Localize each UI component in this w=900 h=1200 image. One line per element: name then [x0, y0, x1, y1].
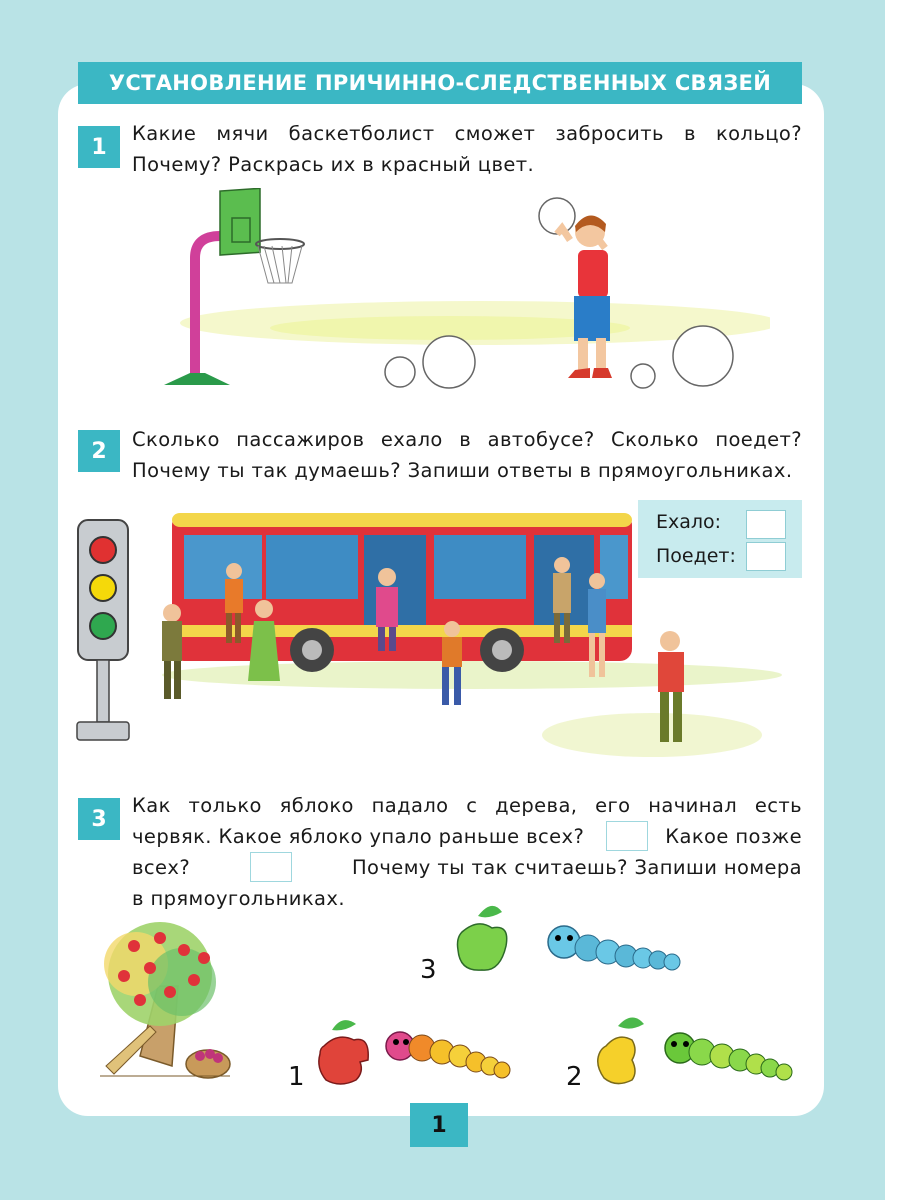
task-3-line-4: в прямоугольниках.: [132, 887, 345, 910]
task-3-line-3a: всех?: [132, 856, 191, 879]
task-3-line-3b: Почему ты так считаешь? Запиши номера: [351, 856, 802, 879]
task-1-line-2: Почему? Раскрась их в красный цвет.: [132, 153, 535, 176]
task-2-text: [132, 424, 802, 455]
task-3-line-2a: червяк. Какое яблоко упало раньше всех?: [132, 825, 585, 848]
task-1-line-1: Какие мячи баскетболист сможет забросить в кольцо?: [132, 122, 802, 145]
task-3-line-3: [132, 852, 802, 883]
leaf-icon: [618, 1017, 644, 1028]
green-caterpillar-icon: [665, 1033, 792, 1080]
page-title: УСТАНОВЛЕНИЕ ПРИЧИННО-СЛЕДСТВЕННЫХ СВЯЗЕЙ: [78, 62, 802, 104]
rode-label: Ехало:: [656, 511, 722, 533]
rode-answer-box[interactable]: [746, 510, 786, 539]
page-number: 1: [410, 1103, 468, 1147]
apple-label-3: 3: [420, 955, 437, 985]
orange-caterpillar-icon: [386, 1032, 510, 1078]
apple-label-2: 2: [566, 1062, 583, 1092]
green-apple-icon: [458, 924, 507, 970]
ball-small-2: [631, 364, 655, 388]
backboard: [220, 188, 260, 255]
ball-small-1: [385, 357, 415, 387]
task-2-line-1: Сколько пассажиров ехало в автобусе? Сколько поедет?: [132, 428, 802, 451]
hoop-pole: [195, 236, 235, 378]
task-1-text-2: [132, 149, 802, 180]
earliest-apple-box[interactable]: [606, 821, 648, 851]
will-ride-label: Поедет:: [656, 545, 736, 567]
task-3-line-1: Как только яблоко падало с дерева, его начинал есть: [132, 794, 802, 817]
red-light-icon: [90, 537, 116, 563]
task-2-number: 2: [78, 430, 120, 472]
apple-3-group: [448, 898, 698, 978]
task-1-text: [132, 118, 802, 149]
task-3-number: 3: [78, 798, 120, 840]
green-light-icon: [90, 613, 116, 639]
task-3-line-2: [132, 821, 802, 852]
apple-1-group: [312, 1010, 522, 1090]
basketball-player: [557, 215, 612, 378]
apple-tree: [100, 916, 240, 1086]
task-2-text-2: [132, 455, 802, 486]
apple-2-group: [592, 1010, 812, 1090]
ball-large-1: [423, 336, 475, 388]
yellow-light-icon: [90, 575, 116, 601]
red-apple-icon: [319, 1037, 368, 1084]
basketball-illustration: [150, 188, 770, 398]
task-3-line-2b: Какое позже: [665, 825, 802, 848]
latest-apple-box[interactable]: [250, 852, 292, 882]
yellow-apple-icon: [598, 1037, 635, 1083]
answer-panel: [638, 500, 802, 578]
apple-label-1: 1: [288, 1062, 305, 1092]
hoop-base: [164, 373, 230, 385]
task-1-number: 1: [78, 126, 120, 168]
hoop-rim: [256, 239, 304, 249]
task-2-line-2: Почему ты так думаешь? Запиши ответы в прямоугольниках.: [132, 459, 793, 482]
hoop-net: [258, 246, 302, 283]
blue-caterpillar-icon: [548, 926, 680, 970]
ball-large-2: [673, 326, 733, 386]
traffic-light: [72, 516, 134, 746]
leaf-icon: [332, 1020, 356, 1030]
leaf-icon: [478, 906, 502, 917]
will-ride-answer-box[interactable]: [746, 542, 786, 571]
